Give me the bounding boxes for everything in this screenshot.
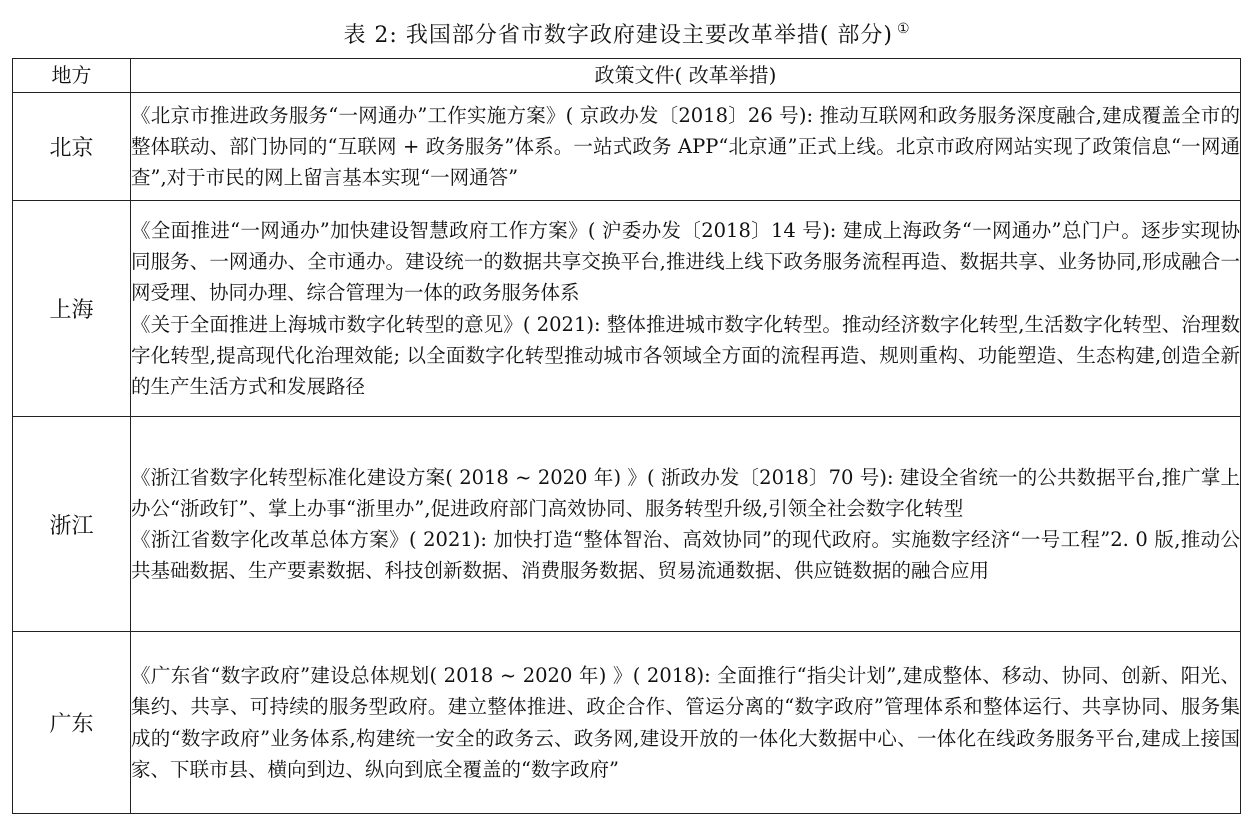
table-row-shanghai — [13, 201, 1241, 417]
policy-paragraph: 《全面推进“一网通办”加快建设智慧政府工作方案》( 沪委办发〔2018〕14 号): 建成上海政务“一网通办”总门户。逐步实现协同服务、一网通办、全市通办。建设统一的数据共享交换平台,推进线上线下政务服务流程再造、数据共享、业务协同,形成融合一网受理、协同办理、综合管理为一体的政务服务体系 — [131, 218, 1240, 305]
region-cell: 上海 — [13, 201, 131, 417]
policy-cell — [131, 417, 1241, 632]
header-row — [13, 59, 1241, 93]
policy-paragraph: 《北京市推进政务服务“一网通办”工作实施方案》( 京政办发〔2018〕26 号): 推动互联网和政务服务深度融合,建成覆盖全市的整体联动、部门协同的“互联网 + 政务服务”体系。一站式政务 APP“北京通”正式上线。北京市政府网站实现了政策信息“一网通查”,对于市民的网上留言基本实现“一网通答” — [131, 103, 1240, 190]
policy-cell — [131, 632, 1241, 814]
policy-paragraph: 《广东省“数字政府”建设总体规划( 2018 ~ 2020 年) 》( 2018): 全面推行“指尖计划”,建成整体、移动、协同、创新、阳光、集约、共享、可持续的服务型政府。建立整体推进、政企合作、管运分离的“数字政府”管理体系和整体运行、共享协同、服务集成的“数字政府”业务体系,构建统一安全的政务云、政务网,建设开放的一体化大数据中心、一体化在线政务服务平台,建成上接国家、下联市县、横向到边、纵向到底全覆盖的“数字政府” — [131, 664, 1240, 781]
region-cell: 浙江 — [13, 417, 131, 632]
policy-cell — [131, 201, 1241, 417]
policy-paragraph: 《浙江省数字化改革总体方案》( 2021): 加快打造“整体智治、高效协同”的现代政府。实施数字经济“一号工程”2. 0 版,推动公共基础数据、生产要素数据、科技创新数据、消费服务数据、贸易流通数据、供应链数据的融合应用 — [131, 528, 1240, 583]
policy-table — [12, 58, 1241, 814]
table-title-text: 表 2: 我国部分省市数字政府建设主要改革举措( 部分) — [343, 23, 893, 48]
header-policy: 政策文件( 改革举措) — [131, 59, 1241, 93]
table-row-beijing — [13, 93, 1241, 201]
region-cell: 北京 — [13, 93, 131, 201]
footnote-marker: ① — [897, 21, 911, 37]
region-cell: 广东 — [13, 632, 131, 814]
table-title — [0, 14, 1254, 51]
policy-paragraph: 《关于全面推进上海城市数字化转型的意见》( 2021): 整体推进城市数字化转型。推动经济数字化转型,生活数字化转型、治理数字化转型,提高现代化治理效能; 以全面数字化转型推动城市各领域全方面的流程再造、规则重构、功能塑造、生态构建,创造全新的生产生活方式和发展路径 — [131, 312, 1240, 398]
header-region: 地方 — [13, 59, 131, 93]
policy-cell — [131, 93, 1241, 201]
policy-paragraph: 《浙江省数字化转型标准化建设方案( 2018 ~ 2020 年) 》( 浙政办发〔2018〕70 号): 建设全省统一的公共数据平台,推广掌上办公“浙政钉”、掌上办事“浙里办”,促进政府部门高效协同、服务转型升级,引领全社会数字化转型 — [131, 465, 1240, 520]
table-row-zhejiang — [13, 417, 1241, 632]
table-row-guangdong — [13, 632, 1241, 814]
